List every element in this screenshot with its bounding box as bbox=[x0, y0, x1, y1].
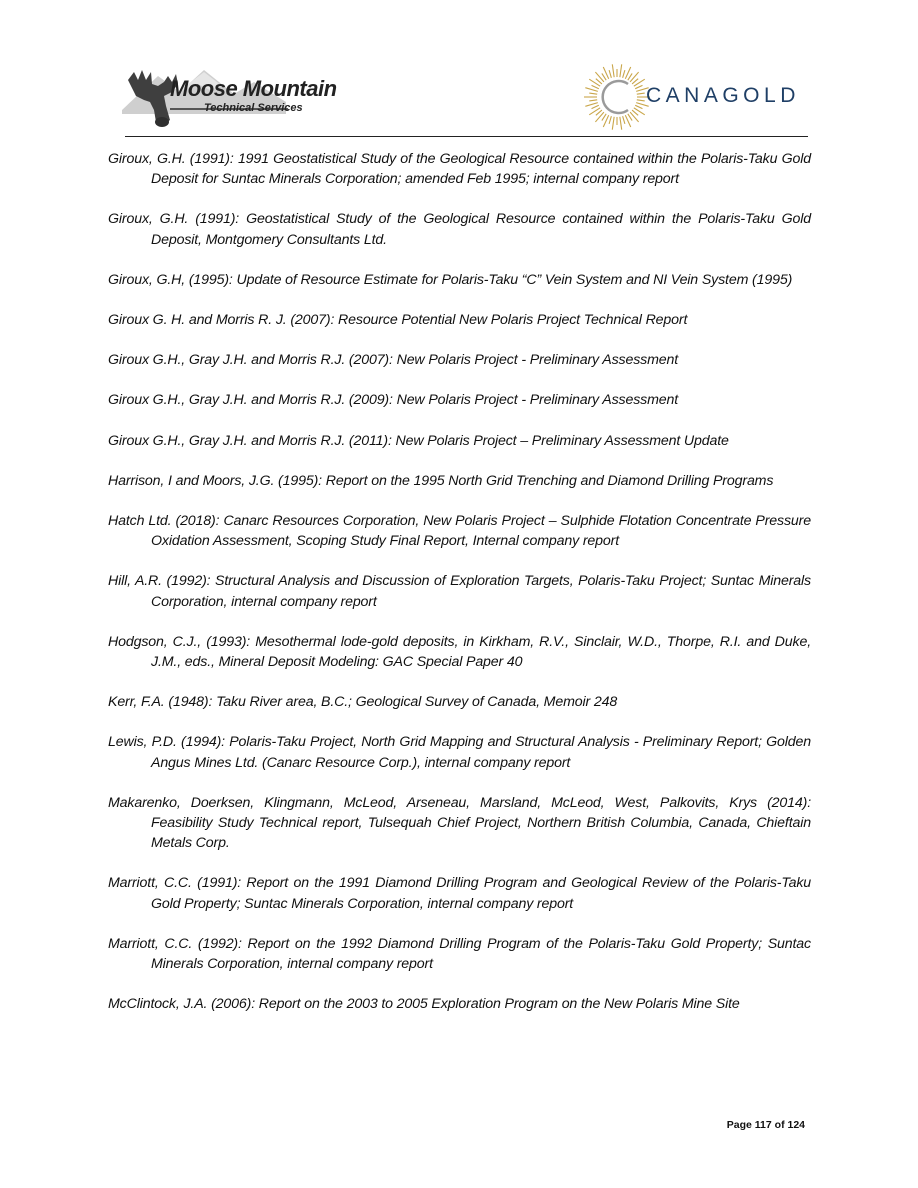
reference-item: Giroux G.H., Gray J.H. and Morris R.J. (2007): New Polaris Project - Preliminary Assessment bbox=[108, 352, 679, 369]
sunburst-icon bbox=[582, 62, 652, 132]
reference-item: Hodgson, C.J., (1993): Mesothermal lode-gold deposits, in Kirkham, R.V., Sinclair, W.D., Thorpe, R.I. and Duke, J.M., eds., Mineral Deposit Modeling: GAC Special Paper 40 bbox=[108, 633, 811, 671]
sunburst-ray bbox=[630, 72, 639, 82]
page-header bbox=[0, 0, 918, 140]
sunburst-ray bbox=[635, 105, 642, 108]
sunburst-ray bbox=[612, 117, 614, 130]
reference-item: Hill, A.R. (1992): Structural Analysis and Discussion of Exploration Targets, Polaris-Taku Project; Suntac Minerals Corporation, internal company report bbox=[108, 573, 811, 610]
sunburst-ray bbox=[630, 112, 639, 122]
reference-item: McClintock, J.A. (2006): Report on the 2003 to 2005 Exploration Program on the New Polaris Mine Site bbox=[108, 996, 740, 1013]
sunburst-ray bbox=[632, 110, 638, 115]
page-number: Page 117 of 124 bbox=[726, 1119, 805, 1131]
sunburst-ray bbox=[602, 73, 606, 80]
moose-mountain-logo bbox=[118, 62, 348, 130]
sunburst-ray bbox=[585, 103, 597, 107]
canagold-logo bbox=[582, 62, 812, 132]
sunburst-ray bbox=[634, 79, 645, 86]
reference-item: Kerr, F.A. (1948): Taku River area, B.C.; Geological Survey of Canada, Memoir 248 bbox=[108, 694, 618, 711]
sunburst-ray bbox=[635, 85, 642, 88]
reference-item: Giroux, G.H, (1995): Update of Resource Estimate for Polaris-Taku “C” Vein System and NI Vein System (1995) bbox=[108, 271, 793, 288]
sunburst-ray bbox=[620, 117, 622, 130]
sunburst-ray bbox=[620, 64, 622, 77]
reference-list bbox=[108, 149, 811, 1034]
sunburst-ray bbox=[592, 85, 599, 88]
sunburst-ray bbox=[637, 93, 645, 94]
sunburst-ray bbox=[637, 100, 645, 101]
sunburst-ray bbox=[623, 70, 625, 78]
sunburst-ray bbox=[602, 114, 606, 121]
reference-item: Hatch Ltd. (2018): Canarc Resources Corporation, New Polaris Project – Sulphide Flotation Concentrate Pressure Oxidation Assessment, Scoping Study Final Report, Internal company report bbox=[108, 513, 811, 550]
logo-subtitle: Technical Services bbox=[204, 102, 303, 114]
sunburst-ray bbox=[628, 114, 632, 121]
sunburst-ray bbox=[589, 79, 600, 86]
reference-item: Giroux, G.H. (1991): Geostatistical Study of the Geological Resource contained within the Polaris-Taku Gold Deposit, Montgomery Consultants Ltd. bbox=[108, 211, 811, 248]
sunburst-ray bbox=[595, 72, 604, 82]
reference-item: Marriott, C.C. (1992): Report on the 1992 Diamond Drilling Program of the Polaris-Taku Gold Property; Suntac Minerals Corporation, internal company report bbox=[108, 935, 811, 973]
reference-item: Giroux G. H. and Morris R. J. (2007): Resource Potential New Polaris Project Technical Report bbox=[108, 312, 688, 329]
sunburst-ray bbox=[609, 116, 611, 124]
sunburst-ray bbox=[589, 108, 600, 115]
sunburst-ray bbox=[609, 70, 611, 78]
reference-item: Marriott, C.C. (1991): Report on the 1991 Diamond Drilling Program and Geological Review of the Polaris-Taku Gold Property; Suntac Minerals Corporation, internal company report bbox=[108, 875, 811, 912]
reference-item: Harrison, I and Moors, J.G. (1995): Report on the 1995 North Grid Trenching and Diamond Drilling Programs bbox=[108, 472, 774, 489]
sunburst-ray bbox=[592, 105, 599, 108]
reference-item: Giroux, G.H. (1991): 1991 Geostatistical Study of the Geological Resource contained within the Polaris-Taku Gold Deposit for Suntac Minerals Corporation; amended Feb 1995; internal company report bbox=[108, 151, 811, 188]
logo-title: Moose Mountain bbox=[170, 76, 337, 101]
sunburst-ray bbox=[596, 79, 602, 84]
sunburst-ray bbox=[589, 93, 597, 94]
header-divider bbox=[125, 136, 808, 137]
sunburst-ray bbox=[589, 100, 597, 101]
sunburst-ray bbox=[585, 88, 597, 92]
sunburst-ray bbox=[628, 73, 632, 80]
reference-item: Giroux G.H., Gray J.H. and Morris R.J. (2009): New Polaris Project - Preliminary Assessment bbox=[108, 392, 679, 409]
reference-item: Giroux G.H., Gray J.H. and Morris R.J. (2011): New Polaris Project – Preliminary Assessment Update bbox=[108, 432, 729, 449]
sunburst-ray bbox=[623, 116, 625, 124]
canagold-wordmark: CANAGOLD bbox=[646, 84, 800, 107]
reference-item: Lewis, P.D. (1994): Polaris-Taku Project, North Grid Mapping and Structural Analysis - Preliminary Report; Golden Angus Mines Ltd. (Canarc Resource Corp.), internal company report bbox=[108, 734, 811, 771]
sunburst-ray bbox=[595, 112, 604, 122]
sunburst-ray bbox=[632, 79, 638, 84]
reference-item: Makarenko, Doerksen, Klingmann, McLeod, Arseneau, Marsland, McLeod, West, Palkovits, Krys (2014): Feasibility Study Technical report, Tulsequah Chief Project, Northern British Columbia, Canada, Chieftain Metals Corp. bbox=[108, 794, 811, 852]
sunburst-ray bbox=[634, 108, 645, 115]
sunburst-ray bbox=[596, 110, 602, 115]
sunburst-ray bbox=[612, 64, 614, 77]
